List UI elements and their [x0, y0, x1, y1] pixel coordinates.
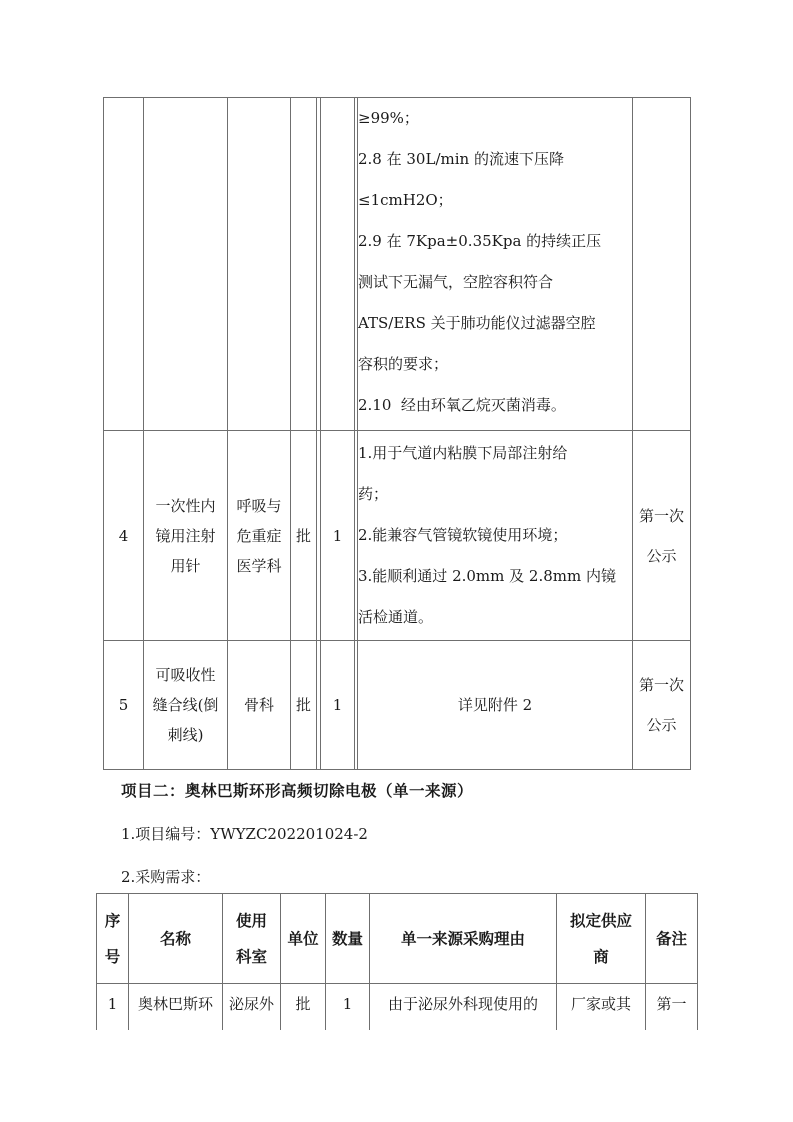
spec-line: 2.能兼容气管镜软镜使用环境； [358, 526, 568, 544]
department [228, 431, 290, 640]
spec-line: 2.8 在 30L/min 的流速下压降 [358, 150, 564, 168]
row-number: 5 [118, 696, 129, 714]
item-name-line: 刺线) [167, 726, 204, 744]
department [228, 641, 290, 769]
spec-line: ATS/ERS 关于肺功能仪过滤器空腔 [358, 314, 596, 332]
header-line: 科室 [235, 946, 267, 966]
header-line: 数量 [331, 928, 363, 948]
header-line: 单一来源采购理由 [400, 928, 525, 948]
spec-line: 2.9 在 7Kpa±0.35Kpa 的持续正压 [358, 232, 602, 250]
table-1-col-border [316, 97, 317, 770]
spec-line: 药； [358, 485, 389, 503]
note-line: 公示 [646, 546, 677, 565]
note [633, 431, 690, 640]
table-2-header-divider [96, 983, 698, 984]
reason: 由于泌尿外科现使用的 [387, 995, 538, 1013]
row-number: 4 [118, 526, 129, 545]
spec-line: ≤1cmH2O； [358, 191, 453, 209]
unit: 批 [295, 526, 311, 545]
table-1-bottom-border [103, 769, 691, 770]
spec-line: 3.能顺利通过 2.0mm 及 2.8mm 内镜 [358, 567, 616, 585]
spec-line: 容积的要求； [358, 355, 449, 373]
department-line: 呼吸与 [236, 496, 282, 515]
department: 泌尿外 [228, 995, 274, 1013]
header-supplier [557, 894, 645, 983]
header-line: 拟定供应 [569, 910, 632, 930]
unit: 批 [295, 995, 311, 1013]
item-name-line: 一次性内 [155, 496, 216, 515]
quantity: 1 [332, 696, 343, 714]
procurement-requirements-label: 2.采购需求： [121, 868, 211, 886]
spec-line: ≥99%； [358, 109, 419, 127]
header-line: 名称 [159, 928, 191, 948]
spec [358, 641, 632, 769]
note-line: 第一次 [638, 506, 684, 525]
header-line: 序 [104, 910, 121, 930]
project-2-title: 项目二：奥林巴斯环形高频切除电极（单一来源） [121, 781, 474, 800]
item-name-line: 镜用注射 [155, 526, 216, 545]
header-quantity [326, 894, 369, 983]
spec-line: 详见附件 2 [457, 696, 533, 714]
quantity: 1 [342, 995, 353, 1013]
table-1-right-border [690, 97, 691, 770]
header-department [223, 894, 280, 983]
note-line: 公示 [646, 716, 677, 734]
supplier: 厂家或其 [570, 995, 631, 1013]
item-name-line: 可吸收性 [155, 666, 216, 684]
header-name [129, 894, 222, 983]
item-name [144, 431, 227, 640]
header-reason [370, 894, 556, 983]
header-line: 使用 [235, 910, 267, 930]
note-line: 第一次 [638, 676, 684, 694]
table-2-right-border [697, 893, 698, 1030]
item-name-line: 用针 [170, 556, 201, 575]
spec-line: 活检通道。 [358, 608, 434, 626]
header-line: 商 [593, 946, 609, 966]
item-name: 奥林巴斯环 [137, 995, 213, 1013]
department-line: 危重症 [236, 526, 282, 545]
table-1-col-border [354, 97, 355, 770]
spec-line: 2.10 经由环氧乙烷灭菌消毒。 [358, 396, 566, 414]
header-number [97, 894, 128, 983]
department-line: 医学科 [236, 556, 282, 575]
item-name-line: 缝合线(倒 [152, 696, 219, 714]
header-unit [281, 894, 325, 983]
header-line: 备注 [655, 928, 687, 948]
header-line: 单位 [287, 928, 319, 948]
project-number: 1.项目编号：YWYZC202201024-2 [121, 825, 368, 843]
note: 第一 [656, 995, 687, 1013]
row-number: 1 [107, 995, 118, 1013]
spec-line: 1.用于气道内粘膜下局部注射给 [358, 444, 568, 462]
header-note [646, 894, 697, 983]
quantity: 1 [332, 526, 343, 545]
unit: 批 [295, 696, 311, 714]
note [633, 641, 690, 769]
department-line: 骨科 [243, 696, 274, 714]
spec-line: 测试下无漏气，空腔容积符合 [358, 273, 554, 291]
item-name [144, 641, 227, 769]
header-line: 号 [104, 946, 121, 966]
